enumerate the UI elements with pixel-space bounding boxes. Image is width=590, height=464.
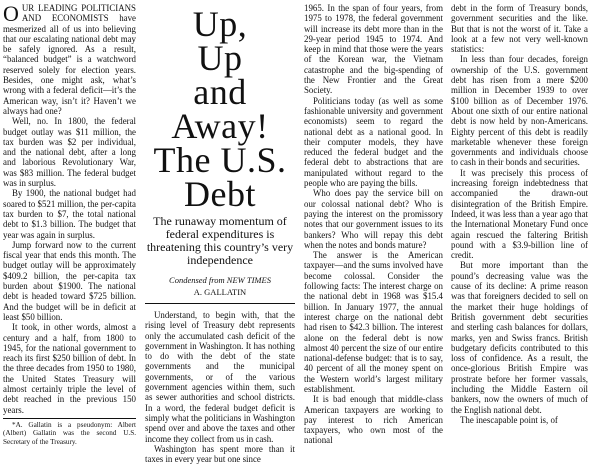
opening-paragraph [3, 3, 136, 116]
author-byline: A. GALLATIN [193, 287, 247, 297]
column-2 [145, 3, 295, 464]
paragraph: The inescapable point is, of [460, 414, 558, 425]
paragraph: The answer is the American taxpayer—and the sums involved have become colossal. Consider the following facts: The interest charge on the national debt in 1968 was $15.4 billion. In January 1977, the annual interest charge on the national debt had risen to $42.3 billion. The interest alone on the federal debt is now almost 40 percent the size of our entire national-defense budget: that is to say, 40 percent of all the money spent on the Western world’s largest military establishment. [304, 250, 443, 394]
footnote-divider [3, 418, 136, 419]
column-1 [3, 3, 136, 446]
lead-in: UR LEADING POLITICIANS AND ECONOMISTS [21, 3, 136, 24]
paragraph: Politicians today (as well as some fashionable university and government economists) seem to regard the national debt as a national good. In their computer models, they have reduced the federal budget and the federal debt to abstractions that are manipulated without regard to the people who are paying the bills. [304, 95, 443, 189]
headline-line: The U.S. [153, 140, 287, 180]
footnote: *A. Gallatin is a pseudonym: Albert (Albert) Gallatin was the second U.S. Secretary of the Treasury. [3, 420, 136, 446]
paragraph: Well, no. In 1800, the federal budget outlay was $11 million, the tax burden was $2 per individual, and the national debt, after a long and laborious Revolutionary War, was $83 million. The federal budget was in surplus. [3, 116, 136, 189]
paragraph: It was precisely this process of increasing foreign indebtedness that accompanied the drawn-out disintegration of the British Empire. Indeed, it was less than a year ago that the International Monetary Fund once again rescued the faltering British pound with a $3.9-billion line of credit. [451, 167, 588, 261]
headline-rule [145, 303, 295, 304]
column-4 [451, 3, 588, 425]
headline [145, 4, 295, 214]
paragraph: It is bad enough that middle-class American taxpayers are working to pay interest to rich American taxpayers, who own most of the national [304, 394, 443, 446]
paragraph: Understand, to begin with, that the rising level of Treasury debt represents only the accumulated cash deficit of the government in Washington. It has nothing to do with the debt of the state governments and the municipal governments, or of the various government agencies within them, such as sewer authorities and school districts. In a word, the federal budget deficit is simply what the politicians in Washington spend over and above the taxes and other income they collect from us in cash. [145, 310, 295, 444]
paragraph: Who does pay the service bill on our colossal national debt? Who is paying the interest on the promissory notes that our government issues to its bankers? Who will repay this debt when the notes and bonds mature? [304, 188, 443, 250]
condensed-credit: Condensed from NEW TIMES [169, 275, 271, 285]
paragraph: Jump forward now to the current fiscal year that ends this month. The budget outlay will be approximately $409.2 billion, the per-capita tax burden about $1900. The national debt is headed toward $725 billion. And the budget will be in deficit at least $50 billion. [3, 239, 136, 322]
deck-subtitle: The runaway momentum of federal expenditures is threatening this country’s very independence [146, 214, 294, 267]
paragraph: But more important than the pound’s decreasing value was the cause of its decline: A prime reason was that foreigners decided to sell on the market their huge holdings of British government debt securities and sterling cash balances for dollars, marks, yen and Swiss francs. British budgetary deficits contributed to this loss of confidence. As a result, the once-glorious British Empire was prostrate before her former vassals, including the Middle Eastern oil bankers, now the owners of much of the English national debt. [451, 260, 588, 415]
paragraph-text: have mesmerized all of us into believing that our escalating national debt may be safely ignored. As a result, “balanced budget” is a watchword reserved solely for election years. Besides, one might ask, what’s wrong with a federal deficit—it’s the American way, isn’t it? Haven’t we always had one? [3, 13, 136, 116]
headline-line: and Away! [171, 72, 269, 146]
paragraph: Washington has spent more than it taxes in every year but one since [145, 443, 295, 464]
column-3 [304, 3, 443, 446]
headline-line: Up, [192, 4, 248, 44]
headline-line: Debt [184, 174, 256, 214]
drop-cap: O [3, 1, 19, 26]
paragraph: 1965. In the span of four years, from 1975 to 1978, the federal government will increase its debt more than in the 29-year period 1945 to 1974. And keep in mind that those were the years of the Korean war, the Vietnam catastrophe and the big-spending of the New Frontier and the Great Society. [304, 3, 443, 96]
headline-line: Up [197, 38, 243, 78]
paragraph: debt in the form of Treasury bonds, government securities and the like. But that is not the worst of it. Take a look at a few not very well-known statistics: [451, 3, 588, 55]
paragraph: In less than four decades, foreign ownership of the U.S. government debt has risen from a mere $200 million in December 1939 to over $100 billion as of December 1976. About one sixth of our entire national debt is now held by non-Americans. Eighty percent of this debt is readily marketable whenever these foreign governments and individuals choose to cash in their bonds and securities. [451, 54, 588, 168]
paragraph: It took, in other words, almost a century and a half, from 1800 to 1945, for the national government to reach its first $250 billion of debt. In the three decades from 1950 to 1980, the United States Treasury will almost certainly triple the level of debt reached in the previous 150 years. [3, 322, 136, 415]
paragraph: By 1900, the national budget had soared to $521 million, the per-capita tax burden to $7, the total national debt to $1.3 billion. The budget that year was again in surplus. [3, 188, 136, 240]
